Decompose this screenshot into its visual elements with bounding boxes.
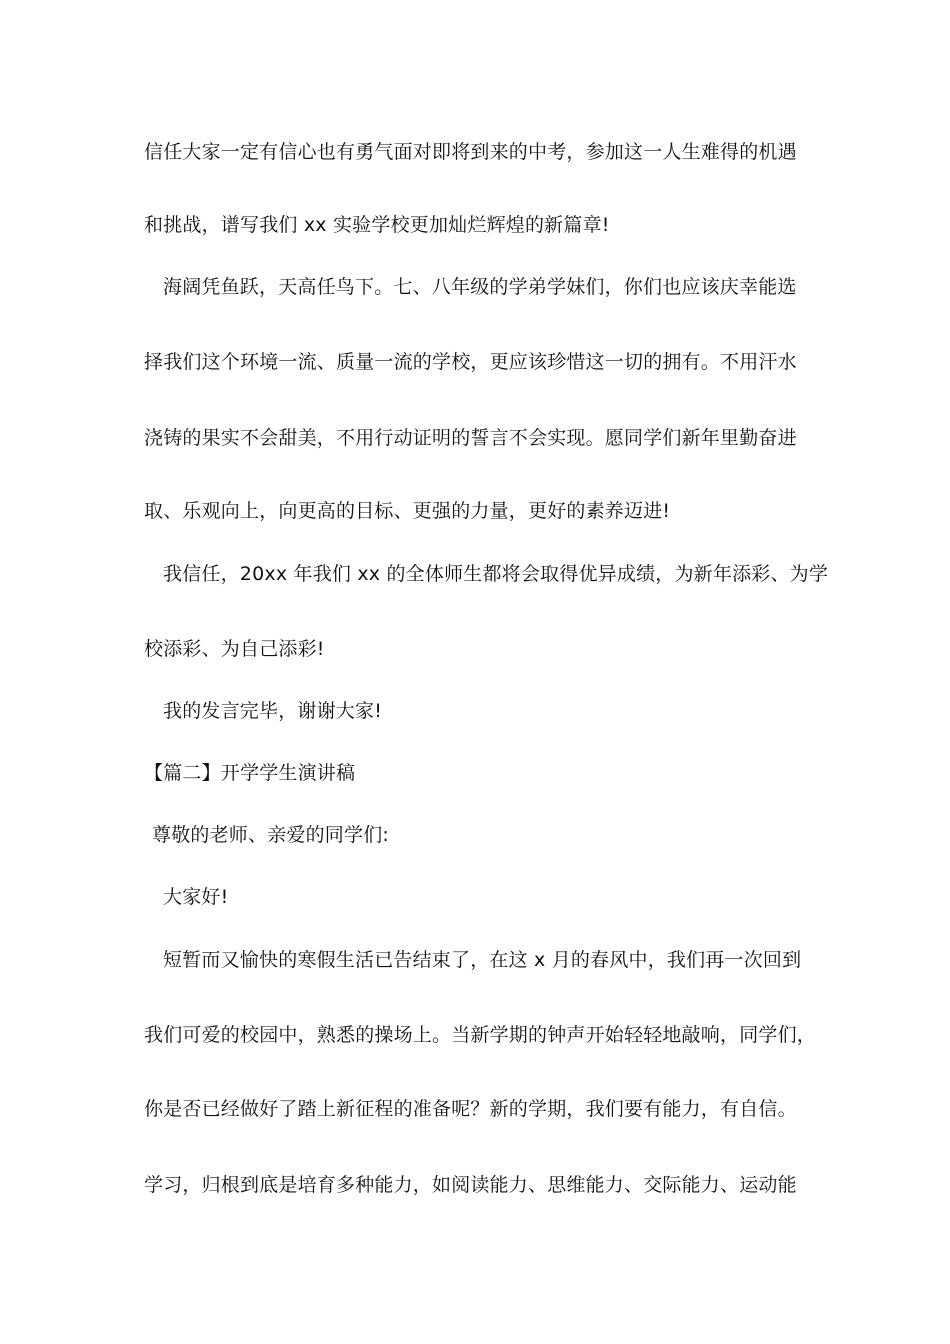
text-line: 学习，归根到底是培育多种能力，如阅读能力、思维能力、交际能力、运动能 — [144, 1174, 797, 1196]
text-line: 和挑战，谱写我们 xx 实验学校更加灿烂辉煌的新篇章! — [144, 214, 610, 236]
text-line: 取、乐观向上，向更高的目标、更强的力量，更好的素养迈进! — [144, 500, 671, 522]
text-line: 浇铸的果实不会甜美，不用行动证明的誓言不会实现。愿同学们新年里勤奋进 — [144, 427, 797, 449]
text-line: 择我们这个环境一流、质量一流的学校，更应该珍惜这一切的拥有。不用汗水 — [144, 351, 797, 373]
paragraph-start-line: 短暂而又愉快的寒假生活已告结束了，在这 x 月的春风中，我们再一次回到 — [163, 949, 802, 971]
greeting: 大家好! — [163, 886, 229, 908]
paragraph-start-line: 我信任，20xx 年我们 xx 的全体师生都将会取得优异成绩，为新年添彩、为学 — [163, 563, 829, 585]
text-line: 你是否已经做好了踏上新征程的准备呢？新的学期，我们要有能力，有自信。 — [144, 1098, 797, 1120]
salutation: 尊敬的老师、亲爱的同学们: — [152, 824, 390, 846]
section-heading: 【篇二】开学学生演讲稿 — [144, 762, 356, 784]
text-line: 校添彩、为自己添彩! — [144, 638, 325, 660]
text-line: 我们可爱的校园中，熟悉的操场上。当新学期的钟声开始轻轻地敲响，同学们， — [144, 1024, 817, 1046]
paragraph-start-line: 海阔凭鱼跃，天高任鸟下。七、八年级的学弟学妹们，你们也应该庆幸能选 — [163, 276, 797, 298]
closing-line: 我的发言完毕，谢谢大家! — [163, 700, 383, 722]
text-line: 信任大家一定有信心也有勇气面对即将到来的中考，参加这一人生难得的机遇 — [144, 141, 797, 163]
